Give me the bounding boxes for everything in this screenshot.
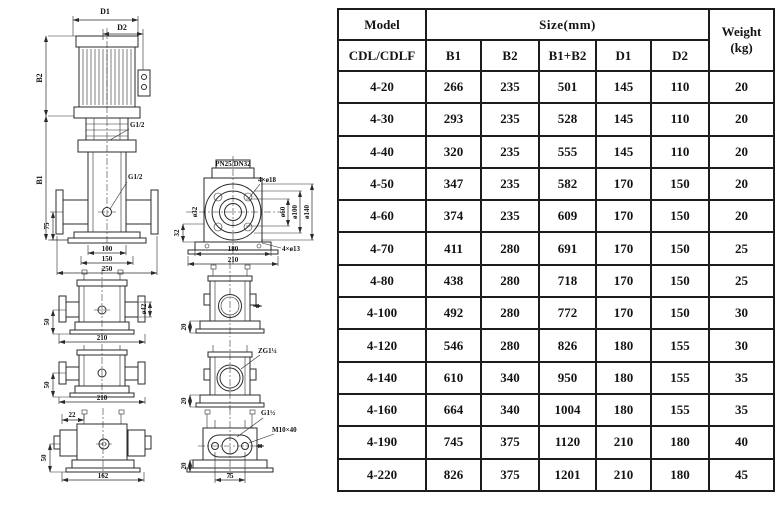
- drawing-pane: [0, 0, 335, 500]
- weight-header: [709, 9, 774, 71]
- value-cell: 145: [596, 103, 651, 135]
- value-cell: 582: [539, 168, 596, 200]
- value-cell: 280: [481, 329, 539, 361]
- value-cell: 170: [596, 297, 651, 329]
- value-cell: 25: [709, 265, 774, 297]
- dim210-label: 210: [227, 256, 239, 264]
- value-cell: 950: [539, 362, 596, 394]
- value-cell: 35: [709, 394, 774, 426]
- model-cell: 4-140: [338, 362, 426, 394]
- value-cell: 30: [709, 329, 774, 361]
- col-header-b2: B2: [481, 40, 539, 71]
- value-cell: 210: [596, 426, 651, 458]
- dim-label-b1: B1: [35, 175, 44, 185]
- value-cell: 664: [426, 394, 481, 426]
- model-cell: 4-120: [338, 329, 426, 361]
- value-cell: 170: [596, 232, 651, 264]
- value-cell: 609: [539, 200, 596, 232]
- table-row: [338, 168, 774, 200]
- model-subheader: CDL/CDLF: [338, 40, 426, 71]
- value-cell: 235: [481, 71, 539, 103]
- model-cell: 4-20: [338, 71, 426, 103]
- model-cell: 4-50: [338, 168, 426, 200]
- value-cell: 1004: [539, 394, 596, 426]
- port3-thread-label: G1½: [261, 409, 276, 417]
- dim32-label: 32: [173, 229, 181, 237]
- dim-label-d1: D1: [100, 7, 110, 16]
- value-cell: 45: [709, 459, 774, 491]
- value-cell: 155: [651, 394, 709, 426]
- value-cell: 235: [481, 136, 539, 168]
- side1-dim50-label: 50: [43, 318, 51, 326]
- value-cell: 180: [596, 329, 651, 361]
- value-cell: 150: [651, 232, 709, 264]
- value-cell: 235: [481, 200, 539, 232]
- table-row: [338, 394, 774, 426]
- port-view-1: [180, 262, 264, 337]
- weight-header-line2: (kg): [730, 40, 753, 55]
- dim-label-150: 150: [101, 255, 113, 263]
- value-cell: 145: [596, 136, 651, 168]
- weight-header-line1: Weight: [721, 23, 762, 39]
- dia100-label: ø100: [291, 205, 299, 219]
- value-cell: 170: [596, 168, 651, 200]
- value-cell: 235: [481, 103, 539, 135]
- col-header-d2: D2: [651, 40, 709, 71]
- value-cell: 1201: [539, 459, 596, 491]
- value-cell: 145: [596, 71, 651, 103]
- table-row: [338, 232, 774, 264]
- side-view-3: [40, 408, 151, 482]
- port-label-g12-top: G1/2: [130, 121, 145, 129]
- table-row: [338, 297, 774, 329]
- model-cell: 4-160: [338, 394, 426, 426]
- value-cell: 501: [539, 71, 596, 103]
- side-view-1: [43, 268, 152, 344]
- value-cell: 375: [481, 426, 539, 458]
- port-view-2: [180, 340, 277, 410]
- table-row: [338, 200, 774, 232]
- port2-dim20-label: 20: [180, 397, 188, 405]
- value-cell: 691: [539, 232, 596, 264]
- value-cell: 110: [651, 103, 709, 135]
- value-cell: 180: [596, 394, 651, 426]
- value-cell: 180: [596, 362, 651, 394]
- side3-dim50-label: 50: [40, 454, 48, 462]
- model-header: Model: [338, 9, 426, 40]
- table-row: [338, 329, 774, 361]
- value-cell: 438: [426, 265, 481, 297]
- table-row: [338, 71, 774, 103]
- col-header-b1: B1: [426, 40, 481, 71]
- value-cell: 280: [481, 297, 539, 329]
- port2-thread-label: ZG1¼: [258, 347, 277, 355]
- table-row: [338, 459, 774, 491]
- dia60-label: ø60: [279, 206, 287, 218]
- dim180-label: 180: [227, 245, 239, 253]
- value-cell: 280: [481, 265, 539, 297]
- spec-table-section: [335, 0, 783, 500]
- value-cell: 180: [651, 426, 709, 458]
- value-cell: 375: [481, 459, 539, 491]
- value-cell: 293: [426, 103, 481, 135]
- side1-dim210-label: 210: [96, 334, 108, 342]
- value-cell: 155: [651, 329, 709, 361]
- spec-table: [337, 8, 775, 492]
- value-cell: 155: [651, 362, 709, 394]
- value-cell: 266: [426, 71, 481, 103]
- value-cell: 235: [481, 168, 539, 200]
- col-header-b1b2: B1+B2: [539, 40, 596, 71]
- value-cell: 374: [426, 200, 481, 232]
- bolt-holes-top-label: 4×ø18: [258, 176, 276, 184]
- value-cell: 150: [651, 297, 709, 329]
- value-cell: 150: [651, 265, 709, 297]
- value-cell: 180: [651, 459, 709, 491]
- model-cell: 4-30: [338, 103, 426, 135]
- dim-label-d2: D2: [117, 23, 127, 32]
- value-cell: 25: [709, 232, 774, 264]
- value-cell: 411: [426, 232, 481, 264]
- value-cell: 210: [596, 459, 651, 491]
- size-group-header: Size(mm): [426, 9, 709, 40]
- table-header: [338, 9, 774, 71]
- dia140-label: ø140: [303, 205, 311, 219]
- port-view-3: [180, 408, 297, 483]
- dia32-label: ø32: [191, 206, 199, 218]
- value-cell: 30: [709, 297, 774, 329]
- flange-spec-label: PN25/DN32: [215, 160, 251, 168]
- bolt-holes-bottom-label: 4×ø13: [282, 245, 300, 253]
- port1-dim20-label: 20: [180, 323, 188, 331]
- value-cell: 610: [426, 362, 481, 394]
- value-cell: 745: [426, 426, 481, 458]
- port3-dim20-label: 20: [180, 462, 188, 470]
- dim-label-250: 250: [101, 265, 113, 273]
- port3-dim75-label: 75: [226, 472, 234, 480]
- model-cell: 4-70: [338, 232, 426, 264]
- value-cell: 20: [709, 200, 774, 232]
- value-cell: 20: [709, 136, 774, 168]
- value-cell: 826: [426, 459, 481, 491]
- side3-dim22-label: 22: [68, 411, 76, 419]
- value-cell: 35: [709, 362, 774, 394]
- table-row: [338, 362, 774, 394]
- value-cell: 20: [709, 168, 774, 200]
- value-cell: 528: [539, 103, 596, 135]
- value-cell: 150: [651, 168, 709, 200]
- value-cell: 546: [426, 329, 481, 361]
- value-cell: 170: [596, 265, 651, 297]
- dim-label-100: 100: [101, 245, 113, 253]
- value-cell: 340: [481, 362, 539, 394]
- value-cell: 826: [539, 329, 596, 361]
- table-row: [338, 265, 774, 297]
- side2-dim210-label: 210: [96, 394, 108, 402]
- model-cell: 4-190: [338, 426, 426, 458]
- model-cell: 4-80: [338, 265, 426, 297]
- col-header-d1: D1: [596, 40, 651, 71]
- side2-dim50-label: 50: [43, 381, 51, 389]
- value-cell: 555: [539, 136, 596, 168]
- dia42-label: ø42: [140, 303, 148, 315]
- value-cell: 772: [539, 297, 596, 329]
- port3-bolt-label: M10×40: [272, 426, 297, 434]
- model-cell: 4-60: [338, 200, 426, 232]
- side-view-2: [43, 344, 145, 404]
- value-cell: 1120: [539, 426, 596, 458]
- dim-label-75: 75: [43, 222, 51, 230]
- value-cell: 40: [709, 426, 774, 458]
- value-cell: 110: [651, 136, 709, 168]
- table-body: [338, 71, 774, 491]
- value-cell: 347: [426, 168, 481, 200]
- model-cell: 4-100: [338, 297, 426, 329]
- model-cell: 4-220: [338, 459, 426, 491]
- model-cell: 4-40: [338, 136, 426, 168]
- value-cell: 718: [539, 265, 596, 297]
- dim-label-b2: B2: [35, 73, 44, 83]
- value-cell: 340: [481, 394, 539, 426]
- table-row: [338, 136, 774, 168]
- value-cell: 320: [426, 136, 481, 168]
- pump-technical-drawing-svg: [0, 0, 335, 500]
- port-label-g12-mid: G1/2: [128, 173, 143, 181]
- table-row: [338, 426, 774, 458]
- value-cell: 280: [481, 232, 539, 264]
- value-cell: 20: [709, 103, 774, 135]
- value-cell: 110: [651, 71, 709, 103]
- side3-dim162-label: 162: [97, 472, 109, 480]
- value-cell: 150: [651, 200, 709, 232]
- value-cell: 20: [709, 71, 774, 103]
- value-cell: 170: [596, 200, 651, 232]
- value-cell: 492: [426, 297, 481, 329]
- table-row: [338, 103, 774, 135]
- top-view: [173, 156, 314, 266]
